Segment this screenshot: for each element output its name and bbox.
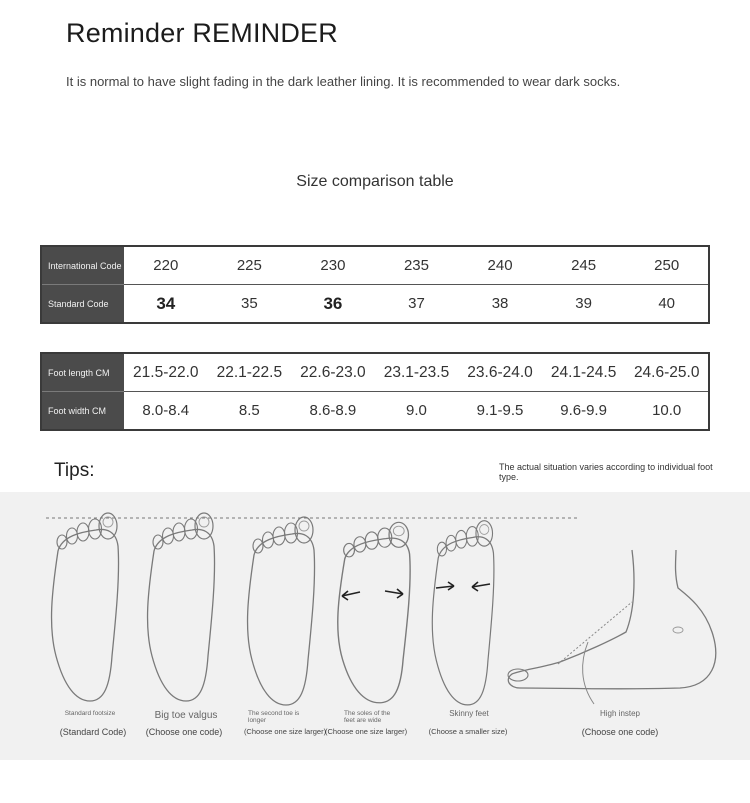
table-cell: 225 <box>236 257 262 274</box>
foot-measure-table <box>40 352 710 431</box>
skinny-foot-drawing <box>432 521 494 705</box>
table-row <box>41 246 709 285</box>
table-cell: 9.0 <box>375 392 459 431</box>
foot-sub: (Choose one code) <box>145 727 223 737</box>
table-cell: 24.1-24.5 <box>550 363 617 381</box>
table-cell: 8.5 <box>208 392 292 431</box>
foot-label: The second toe is longer <box>248 710 300 724</box>
table-cell: 230 <box>320 257 346 274</box>
foot-type-illustrations <box>0 492 750 760</box>
foot-sub: (Choose a smaller size) <box>428 727 508 736</box>
foot-label: Standard footsize <box>64 710 116 717</box>
row-header: International Code <box>41 246 124 285</box>
table-cell: 8.0-8.4 <box>124 392 208 431</box>
foot-sub: (Choose one size larger) <box>325 727 408 736</box>
table-cell: 240 <box>487 257 513 274</box>
table-cell: 9.1-9.5 <box>458 392 542 431</box>
table-cell: 22.6-23.0 <box>300 363 366 381</box>
table-cell: 36 <box>291 285 375 324</box>
foot-label: The soles of the feet are wide <box>344 710 391 724</box>
foot-sub: (Choose one code) <box>581 727 659 737</box>
table-cell: 10.0 <box>625 392 709 431</box>
row-header: Foot width CM <box>41 392 124 431</box>
tips-title: Tips: <box>54 460 95 481</box>
table-cell: 220 <box>153 257 179 274</box>
foot-label: High instep <box>599 709 641 718</box>
foot-sub: (Choose one size larger) <box>243 727 327 736</box>
table-cell: 250 <box>654 257 680 274</box>
standard-foot-drawing <box>52 513 119 701</box>
table-cell: 22.1-22.5 <box>216 363 283 381</box>
big-toe-valgus-drawing <box>148 513 215 701</box>
table-cell: 235 <box>403 257 429 274</box>
table-cell: 34 <box>124 285 208 324</box>
table-cell: 35 <box>208 285 292 324</box>
table-cell: 21.5-22.0 <box>133 363 199 381</box>
table-cell: 39 <box>542 285 626 324</box>
table-cell: 38 <box>458 285 542 324</box>
high-instep-drawing <box>508 550 716 704</box>
size-code-table <box>40 245 710 324</box>
table-cell: 8.6-8.9 <box>291 392 375 431</box>
table-cell: 245 <box>571 257 597 274</box>
table-cell: 9.6-9.9 <box>542 392 626 431</box>
table-cell: 23.1-23.5 <box>383 363 450 381</box>
long-second-toe-drawing <box>248 517 315 705</box>
reminder-text: It is normal to have slight fading in the dark leather lining. It is recommended to wear dark socks. <box>66 74 621 89</box>
table-row <box>41 392 709 431</box>
foot-label: Skinny feet <box>449 709 489 718</box>
table-row <box>41 285 709 324</box>
table-cell: 37 <box>375 285 459 324</box>
table-row <box>41 353 709 392</box>
row-header: Standard Code <box>41 285 124 324</box>
foot-sub: (Standard Code) <box>59 727 127 737</box>
table-cell: 23.6-24.0 <box>467 363 533 381</box>
table-cell: 24.6-25.0 <box>633 363 700 381</box>
table-cell: 40 <box>625 285 709 324</box>
row-header: Foot length CM <box>41 353 124 392</box>
size-table-heading: Size comparison table <box>296 173 454 190</box>
tips-note: The actual situation varies according to individual foot type. <box>499 462 713 482</box>
reminder-title: Reminder REMINDER <box>66 18 338 48</box>
foot-label: Big toe valgus <box>154 710 218 721</box>
wide-foot-drawing <box>338 522 410 702</box>
